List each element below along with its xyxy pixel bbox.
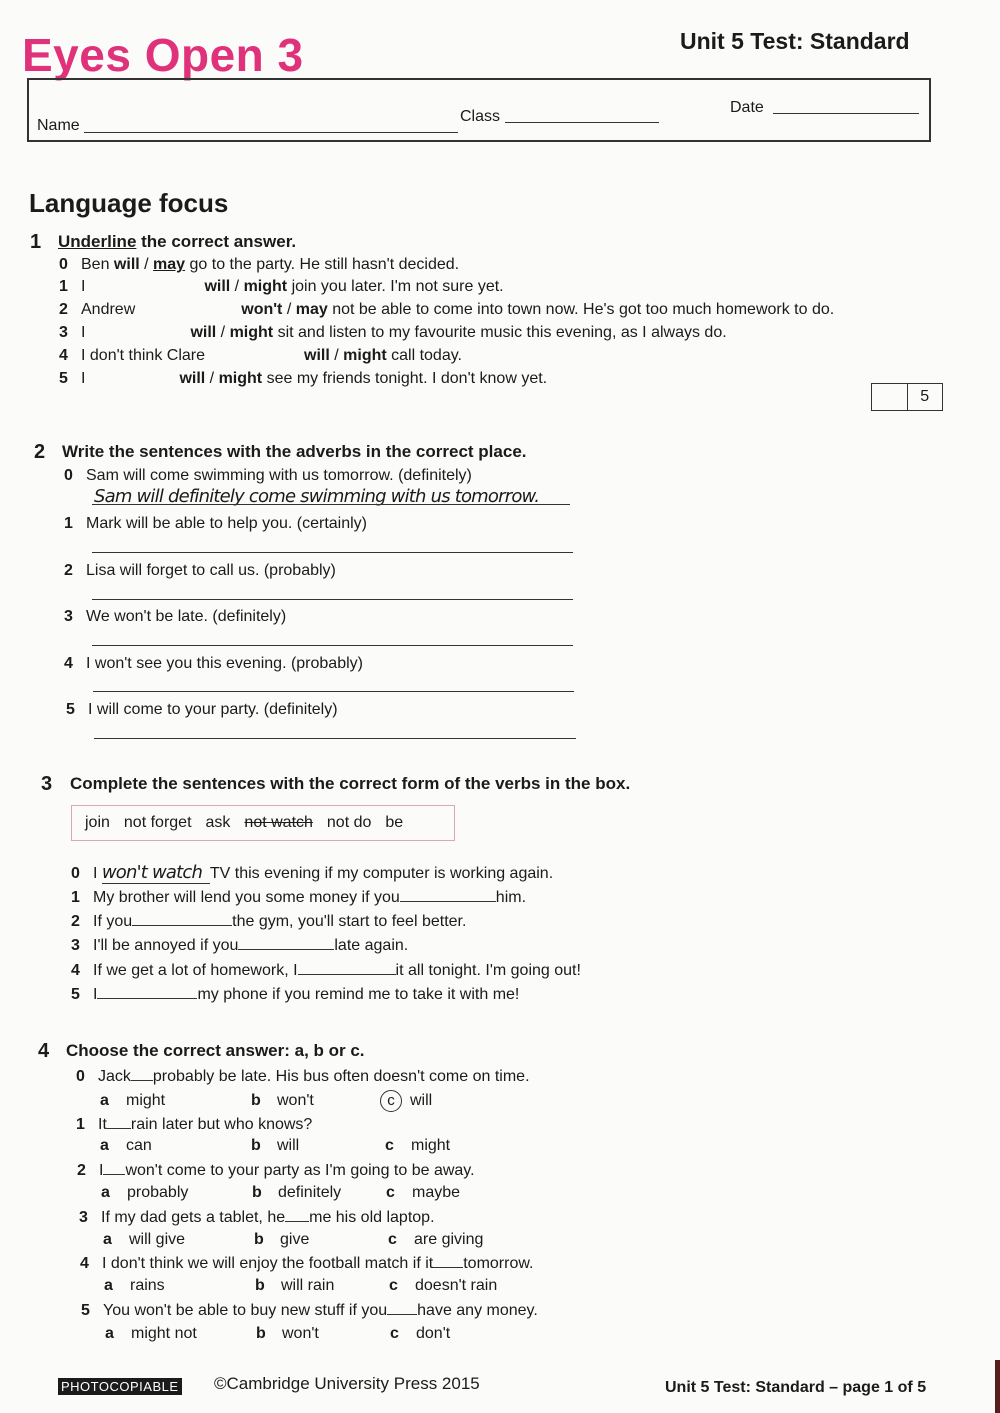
instruction-underlined-word: Underline [58,232,137,251]
ex3-item-4: 4 If we get a lot of homework, I it all tonight. I'm going out! [71,962,581,979]
ex1-item-3: 3 I will / might sit and listen to my favourite music this evening, as I always do. [59,324,727,341]
word-box [71,805,455,841]
score-box [871,383,943,411]
gap-input[interactable] [132,911,232,926]
choice-c[interactable]: c doesn't rain [389,1277,498,1294]
ex4-item-1: 1 It rain later but who knows? [76,1116,313,1133]
word-join: join [85,814,110,831]
word-be: be [385,814,404,831]
ex3-item-5: 5 I my phone if you remind me to take it with me! [71,986,520,1003]
logo: Eyes Open 3 [22,29,304,81]
answer-line [92,504,570,505]
page-footer: Unit 5 Test: Standard – page 1 of 5 [665,1379,927,1396]
ex4-item-0: 0 Jack probably be late. His bus often doesn't come on time. [76,1068,530,1085]
class-label: Class [460,108,501,125]
choice-b[interactable]: b give [254,1231,310,1248]
ex2-item-4: 4 I won't see you this evening. (probably) [64,655,363,672]
ex3-item-0: 0 I won't watch TV this evening if my computer is working again. [71,862,554,883]
option-a[interactable]: will [179,370,206,387]
gap-input[interactable] [298,960,396,975]
choice-c[interactable]: c are giving [388,1231,484,1248]
exercise-2-instruction: Write the sentences with the adverbs in the correct place. [62,442,527,461]
ex3-item-2: 2 If you the gym, you'll start to feel better. [71,913,467,930]
word-not-do: not do [326,814,372,831]
answer-line-2[interactable] [92,599,573,600]
score-input[interactable] [872,384,907,410]
option-b[interactable]: might [243,278,288,295]
choice-c[interactable]: c don't [390,1325,451,1342]
option-a[interactable]: will [204,278,231,295]
ex4-item-3-options [103,1231,483,1249]
ex1-item-4: 4 I don't think Clare will / might call today. [59,347,462,364]
choice-c[interactable]: c might [385,1137,451,1154]
ex4-item-1-options [100,1137,450,1155]
copyright: ©Cambridge University Press 2015 [214,1374,480,1393]
date-label: Date [730,99,764,116]
ex1-item-2: 2 Andrew won't / may not be able to come into town now. He's got too much homework to do. [59,301,835,318]
date-field[interactable] [773,113,919,114]
choice-b[interactable]: b won't [256,1325,319,1342]
exercise-4-instruction: Choose the correct answer: a, b or c. [66,1041,365,1060]
example-gap-answer: won't watch [102,862,210,884]
class-field[interactable] [505,122,659,123]
choice-a[interactable]: a probably [101,1184,189,1201]
choice-a[interactable]: a might [100,1092,166,1109]
test-title: Unit 5 Test: Standard [680,28,910,54]
option-will[interactable]: will [113,256,140,273]
ex2-item-1: 1 Mark will be able to help you. (certainly) [64,515,368,532]
option-b[interactable]: might [218,370,263,387]
ex1-item-0: 0 Ben will / may go to the party. He still hasn't decided. [59,256,460,273]
instruction-text: the correct answer. [136,232,297,251]
choice-a[interactable]: a can [100,1137,152,1154]
ex4-item-5-options [105,1325,450,1343]
choice-c-circled[interactable]: c will [380,1092,432,1109]
ex3-item-3: 3 I'll be annoyed if you late again. [71,937,409,954]
answer-line-1[interactable] [92,552,573,553]
option-a[interactable]: will [190,324,217,341]
ex4-item-4: 4 I don't think we will enjoy the football match if it tomorrow. [80,1255,534,1272]
word-not-watch-crossed: not watch [244,814,313,831]
score-total: 5 [907,384,943,410]
option-may-underlined[interactable]: may [153,256,186,273]
exercise-2-number: 2 [34,441,46,463]
exercise-3-instruction: Complete the sentences with the correct form of the verbs in the box. [70,774,631,793]
ex4-item-5: 5 You won't be able to buy new stuff if you have any money. [81,1302,538,1319]
page-edge [995,1360,1000,1413]
answer-line-4[interactable] [93,691,574,692]
choice-a[interactable]: a rains [104,1277,165,1294]
choice-b[interactable]: b definitely [252,1184,342,1201]
option-a[interactable]: won't [241,301,283,318]
word-not-forget: not forget [123,814,192,831]
choice-a[interactable]: a might not [105,1325,197,1342]
word-ask: ask [205,814,231,831]
exercise-3-number: 3 [41,773,53,795]
option-b[interactable]: might [229,324,274,341]
ex2-item-3: 3 We won't be late. (definitely) [64,608,287,625]
circled-answer-icon: c [380,1090,402,1112]
ex2-example-answer: Sam will definitely come swimming with us tomorrow. [94,486,540,507]
ex4-item-0-options [100,1090,432,1112]
choice-a[interactable]: a will give [103,1231,186,1248]
name-label: Name [37,117,80,134]
section-title: Language focus [29,188,229,218]
gap-input[interactable] [400,887,496,902]
ex1-item-5: 5 I will / might see my friends tonight. I don't know yet. [59,370,548,387]
choice-c[interactable]: c maybe [386,1184,461,1201]
ex4-item-2: 2 I won't come to your party as I'm going to be away. [77,1162,475,1179]
exercise-1-instruction [58,232,296,252]
ex1-item-1: 1 I will / might join you later. I'm not sure yet. [59,278,504,295]
ex2-item-0: 0 Sam will come swimming with us tomorrow. (definitely) [64,467,472,484]
option-b[interactable]: may [295,301,328,318]
choice-b[interactable]: b will rain [255,1277,335,1294]
ex3-item-1: 1 My brother will lend you some money if you him. [71,889,527,906]
ex2-item-2: 2 Lisa will forget to call us. (probably) [64,562,336,579]
choice-b[interactable]: b will [251,1137,300,1154]
photocopiable-badge: PHOTOCOPIABLE [58,1378,182,1395]
option-b[interactable]: might [343,347,387,364]
name-field[interactable] [84,132,458,133]
ex2-item-5: 5 I will come to your party. (definitely) [66,701,338,718]
ex4-item-3: 3 If my dad gets a tablet, he me his old laptop. [79,1209,435,1226]
ex4-item-2-options [101,1184,460,1202]
exercise-4-number: 4 [38,1040,50,1062]
choice-b[interactable]: b won't [251,1092,314,1109]
option-a[interactable]: will [304,347,330,364]
answer-line-5[interactable] [94,738,576,739]
gap-input[interactable] [97,984,197,999]
exercise-1-number: 1 [30,231,42,253]
answer-line-3[interactable] [92,645,573,646]
gap-input[interactable] [238,935,334,950]
ex4-item-4-options [104,1277,497,1295]
